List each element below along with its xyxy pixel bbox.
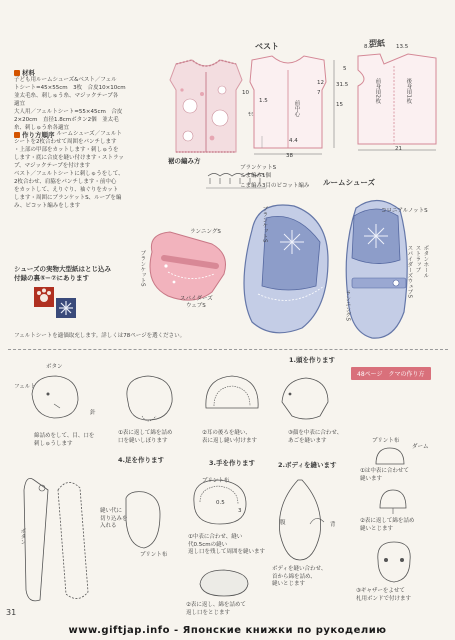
bear-ear-stuffed — [376, 488, 410, 516]
label-felt: フェルト — [14, 384, 36, 390]
label-back: 背 — [330, 522, 336, 528]
blue-felt-swatch — [56, 298, 76, 318]
pattern-back-label: 後身頃1枚 — [405, 78, 412, 104]
materials-block — [14, 68, 162, 133]
materials-line: 糸、刺しゅう糸各適宜 — [14, 124, 70, 131]
vest-dim-4-4: 4.4 — [289, 138, 298, 144]
pattern-dim-13-5: 13.5 — [396, 44, 409, 50]
pink-shoe-label-blanket: ブランケットS — [139, 250, 146, 287]
bear-face-chin — [276, 372, 338, 424]
vest-title: ベスト — [255, 42, 279, 51]
shoe-label-buttonhole: ボタンホール — [422, 245, 429, 278]
bear-section-banner: 48ページ クマの作り方 — [351, 367, 431, 380]
caption-10: ボディを縫い合わせ、 首から綿を詰め、 縫いとじます — [272, 566, 327, 588]
pattern-title: 型紙 — [369, 39, 385, 48]
bear-ear — [198, 368, 266, 426]
caption-9: ②表に返し、綿を詰めて 返し口をとじます — [186, 602, 246, 616]
howto-block — [14, 130, 164, 211]
caption-1: 綿詰めをして、目、口を 刺しゅうします — [34, 433, 95, 447]
howto-line: ・上部の甲部をカットします・刺しゅうを — [14, 146, 119, 153]
caption-2: ①表に返して綿を詰め 口を縫いしぼります — [118, 430, 173, 444]
howto-line: み、ピコット編みをします — [14, 202, 81, 209]
caption-4: ③顔を中表に合わせ、 あごを縫います — [288, 430, 343, 444]
page-number: 31 — [6, 608, 17, 617]
pattern-front-label: 前身頃2枚 — [374, 78, 381, 104]
room-shoes-title: ルームシューズ — [323, 178, 375, 187]
materials-line: トシート=45×55cm 3枚 合皮10×10cm — [14, 84, 126, 91]
pattern-dim-8-5: 8.5 — [364, 44, 373, 50]
shoe-label-colonial: コロニアルノットS — [381, 208, 428, 214]
stitch-title: 裾の編み方 — [168, 157, 201, 165]
materials-line: 2×20cm 直径1.8cmボタン2個 並太毛 — [14, 116, 119, 123]
bear-ear-gathered — [372, 540, 416, 586]
step1-label: 1.頭を作ります — [289, 356, 335, 364]
vest-armhole: ﾓﾐ — [248, 112, 254, 118]
pink-shoe-label-web: ウェブS — [186, 303, 206, 309]
blue-shoe-side — [232, 190, 338, 340]
bear-arm-stuffed — [196, 566, 252, 600]
howto-line: します・底に合皮を縫い付けます・ストラッ — [14, 154, 124, 161]
step2-label: 2.ボディを縫います — [278, 461, 337, 469]
pink-shoe-label-spider: スパイダーズ — [180, 296, 213, 302]
materials-line: 並太毛糸、刺しゅう糸、マジックテープ各 — [14, 92, 119, 99]
pattern-dim-5: 5 — [343, 66, 347, 72]
vest-dim-38: 38 — [286, 153, 293, 159]
red-felt-swatch — [34, 287, 54, 307]
label-button: ボタン — [46, 364, 63, 370]
bear-ear-piece — [372, 446, 408, 468]
label-print-fabric: プリント布 — [372, 438, 400, 444]
vest-schematic — [238, 52, 338, 160]
howto-heading: 作り方順序 ルームシューズ／フェルト — [14, 130, 164, 139]
materials-line: 大人用／フェルトシート=55×45cm 合皮 — [14, 108, 123, 115]
howto-line: プ、マジックテープを付けます — [14, 162, 91, 169]
label-button-leg: ボタン — [19, 528, 26, 545]
paw-icon — [34, 287, 54, 307]
stitch-label-single: こま編み1個 — [240, 173, 271, 179]
label-needle: 針 — [90, 410, 96, 416]
pattern-dim-21: 21 — [395, 146, 402, 152]
label-dim-05: 0.5 — [216, 500, 225, 506]
bear-head-face — [18, 372, 90, 424]
shoe-label-whip: スパイダーズウェブS — [406, 245, 413, 298]
howto-line: をカットして、えりぐり、袖ぐりをカット — [14, 186, 119, 193]
materials-line: 適宜 — [14, 100, 26, 107]
shoe-label-strap: ストラップ — [414, 245, 421, 273]
caption-7: ③ギャザーをよせて 札用ボンドで付けます — [356, 588, 412, 602]
shoe-pattern-note: シューズの実物大型紙はとじ込み 付録の裏⑤−⑦にあります — [14, 265, 112, 283]
label-print-arm: プリント布 — [202, 478, 230, 484]
bear-leg-shape — [120, 488, 166, 554]
howto-line: します・周囲にブランケットS、ループを編 — [14, 194, 122, 201]
shoe-label-blanket: ブランケットS — [261, 206, 268, 243]
caption-3: ②耳の後ろを縫い、 表に返し縫い付けます — [202, 430, 258, 444]
label-dim-3: 3 — [238, 508, 242, 514]
howto-line: ベスト／フェルトシートに刺しゅうをして、 — [14, 170, 124, 177]
vest-dim-15: 15 — [336, 102, 343, 108]
stitch-label-blanket: ブランケットS — [240, 165, 277, 171]
site-footer[interactable]: www.giftjap.info - Японские книжки по рукоделию — [68, 625, 387, 636]
vest-illustration — [162, 60, 250, 156]
caption-8: ①中表に合わせ、縫い 代0.5cmの縫い 返し口を残して周囲を縫います — [188, 534, 266, 556]
bullet-icon — [14, 70, 20, 76]
bullet-icon — [14, 132, 20, 138]
felt-note: フェルトシートを適価取充します。詳しくは78ページを選ください。 — [14, 333, 186, 339]
vest-dim-7: 7 — [317, 90, 321, 96]
howto-line: 2枚合わせ、肩脇をパンチします・前中心 — [14, 178, 117, 185]
snowflake-icon — [56, 298, 76, 318]
label-stomach: 腹 — [280, 520, 286, 526]
materials-line: 子ども用ルームシューズ&ベスト／フェル — [14, 77, 117, 83]
vest-dim-1-5: 1.5 — [259, 98, 268, 104]
pattern-piece — [350, 50, 442, 154]
step3-label: 3.手を作ります — [209, 459, 255, 467]
shoe-label-lining: ランニングS — [344, 290, 351, 321]
step4-label: 4.足を作ります — [118, 456, 164, 464]
label-dame: ダーム — [412, 444, 429, 450]
materials-heading: 材料 — [14, 68, 162, 77]
stitch-label-picot: こま編み3目のピコット編み — [240, 183, 310, 189]
label-print-fabric-2: プリント布 — [140, 552, 168, 558]
vest-dim-12: 12 — [317, 80, 324, 86]
caption-5: ①は中表に合わせて 縫います — [360, 468, 409, 482]
vest-front-center: 前中心 — [293, 100, 300, 117]
bear-head-stuffing — [118, 370, 182, 426]
caption-11: 縫い代に 切り込みを 入れる — [100, 508, 128, 530]
vest-dim-10: 10 — [242, 90, 249, 96]
pink-shoe-label-running: ランニングS — [190, 229, 221, 235]
section-divider — [8, 349, 448, 350]
caption-6: ②表に返して綿を詰め 縫いとじます — [360, 518, 415, 532]
pattern-dim-31-5: 31.5 — [336, 82, 349, 88]
howto-line: シートを2枚合わせて周囲をパンチします — [14, 139, 117, 145]
